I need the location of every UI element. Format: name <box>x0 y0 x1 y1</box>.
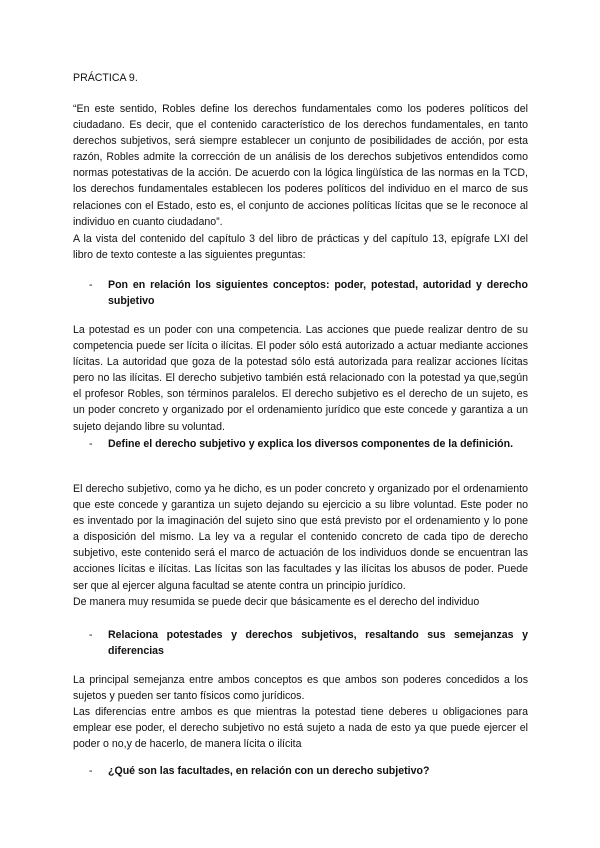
answer-3 <box>73 672 528 752</box>
answer-2-paragraph-1: El derecho subjetivo, como ya he dicho, es un poder concreto y organizado por el ordenamiento que este concede y garantiza un sujeto dejando su ejercicio a su libre voluntad. Este poder no es inventado por la imaginación del sujeto sino que está previsto por el ordenamiento y lo pone a disposición del mismo. La ley va a regular el contenido concreto de cada tipo de derecho subjetivo, este contenido será el marco de actuación de los individuos donde se encuentran las acciones lícitas e ilícitas. Las lícitas son las facultades y las ilícitas los abusos de poder. Puede ser que al ejercer alguna facultad se atente contra un principio jurídico. <box>73 483 528 592</box>
question-2 <box>89 436 528 452</box>
question-2-text: Define el derecho subjetivo y explica los diversos componentes de la definición. <box>108 438 514 450</box>
answer-2 <box>73 481 528 610</box>
bullet-dash: - <box>89 629 93 641</box>
bullet-dash: - <box>89 765 93 777</box>
question-4 <box>89 763 528 779</box>
bullet-dash: - <box>89 279 93 291</box>
bullet-dash: - <box>89 438 93 450</box>
document-title: PRÁCTICA 9. <box>73 72 138 84</box>
answer-1: La potestad es un poder con una competencia. Las acciones que puede realizar dentro de su competencia puede ser lícita o ilícitas. El poder sólo está autorizado a actuar mediante acciones lícitas. La autoridad que goza de la potestad sólo está autorizada para realizar acciones lícitas pero no las ilícitas. El derecho subjetivo también está relacionado con la potestad ya que,según el profesor Robles, son términos paralelos. El derecho subjetivo es el derecho de un sujeto, es un poder concreto y organizado por el ordenamiento jurídico que este concede y garantiza a un sujeto dejando libre su voluntad. <box>73 324 528 433</box>
question-1-text: Pon en relación los siguientes conceptos: poder, potestad, autoridad y derecho subjetivo <box>108 279 528 308</box>
answer-3-paragraph-2: Las diferencias entre ambos es que mientras la potestad tiene deberes u obligaciones para emplear ese poder, el derecho subjetivo no está sujeto a nada de esto ya que puede ejercer el poder o no,y de hacerlo, de manera lícita o ilícita <box>73 706 528 751</box>
question-4-text: ¿Qué son las facultades, en relación con un derecho subjetivo? <box>108 765 430 777</box>
question-1 <box>89 277 528 309</box>
intro-paragraph: A la vista del contenido del capítulo 3 del libro de prácticas y del capítulo 13, epígrafe LXI del libro de texto conteste a las siguientes preguntas: <box>73 233 528 262</box>
question-3 <box>89 627 528 659</box>
question-3-text: Relaciona potestades y derechos subjetivos, resaltando sus semejanzas y diferencias <box>108 629 528 658</box>
quote-paragraph: “En este sentido, Robles define los derechos fundamentales como los poderes políticos del ciudadano. Es decir, que el contenido característico de los derechos fundamentales, en tanto derechos subjetivos, será siempre establecer un conjunto de posibilidades de acción, por esta razón, Robles admite la corrección de un análisis de los derechos subjetivos entendidos como normas potestativas de la acción. De acuerdo con la lógica lingüística de las normas en la TCD, los derechos fundamentales establecen los poderes políticos del individuo en el marco de sus relaciones con el Estado, esto es, el conjunto de acciones políticas lícitas que se le reconoce al individuo en cuanto ciudadano”. <box>73 103 528 228</box>
answer-2-paragraph-2: De manera muy resumida se puede decir que básicamente es el derecho del individuo <box>73 595 480 608</box>
answer-3-paragraph-1: La principal semejanza entre ambos conceptos es que ambos son poderes concedidos a los sujetos y pueden ser tanto físicos como jurídicos. <box>73 674 528 703</box>
